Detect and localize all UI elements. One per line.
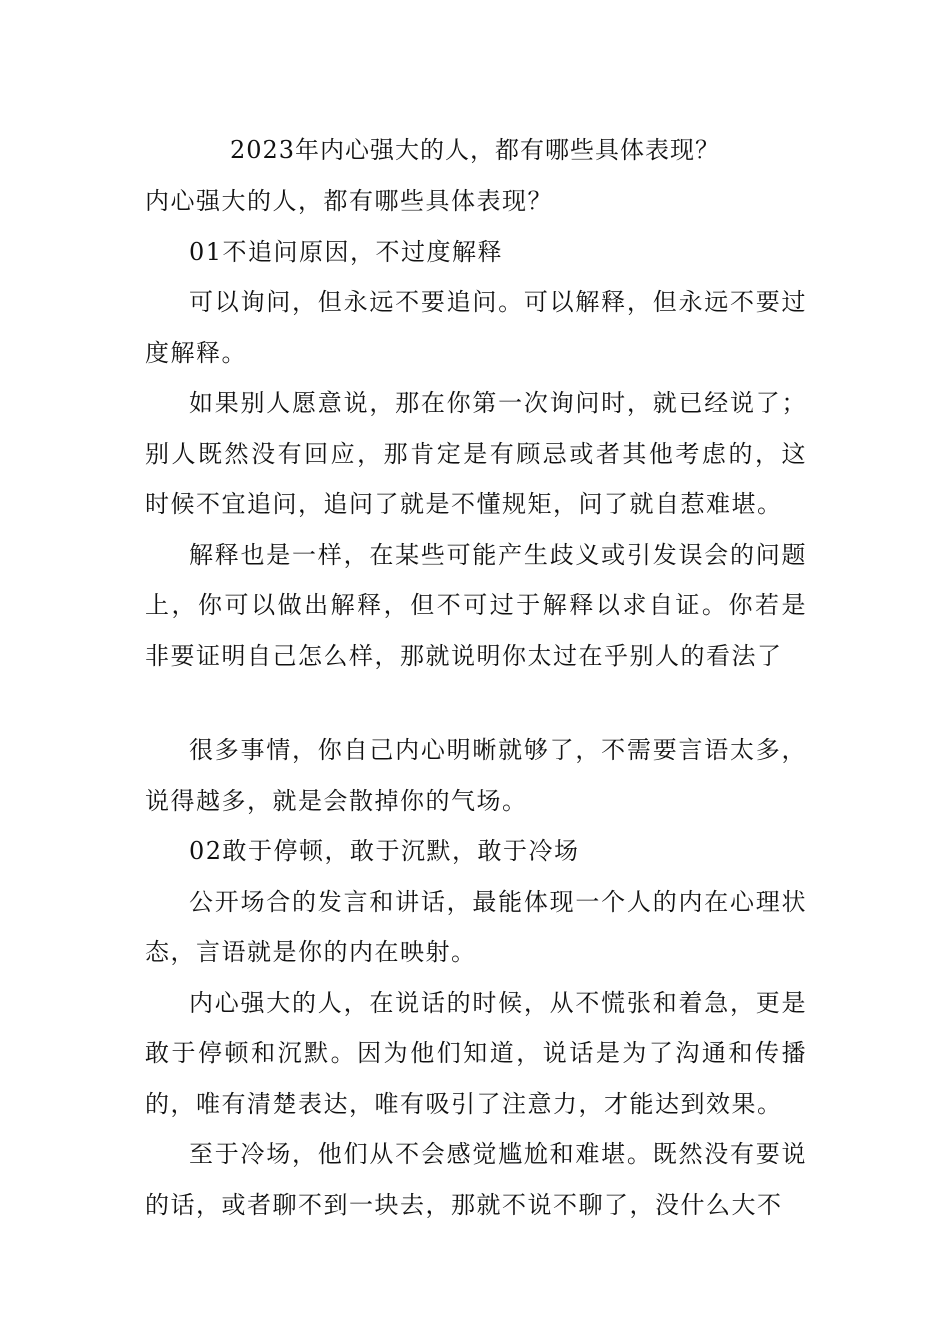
subtitle-paragraph: 内心强大的人，都有哪些具体表现？ [145,187,553,215]
section-heading-02: 02敢于停顿，敢于沉默，敢于冷场 [189,837,580,865]
body-paragraph: 至于冷场，他们从不会感觉尴尬和难堪。既然没有要说的话，或者聊不到一块去，那就不说不聊了，没什么大不 [145,1140,807,1219]
document-title: 2023年内心强大的人，都有哪些具体表现？ [229,136,721,164]
body-paragraph: 内心强大的人，在说话的时候，从不慌张和着急，更是敢于停顿和沉默。因为他们知道，说话是为了沟通和传播的，唯有清楚表达，唯有吸引了注意力，才能达到效果。 [145,988,807,1118]
body-paragraph: 公开场合的发言和讲话，最能体现一个人的内在心理状态，言语就是你的内在映射。 [145,887,807,966]
document-body [145,176,807,1230]
body-paragraph: 解释也是一样，在某些可能产生歧义或引发误会的问题上，你可以做出解释，但不可过于解释以求自证。你若是非要证明自己怎么样，那就说明你太过在乎别人的看法了 [145,540,807,670]
body-paragraph: 如果别人愿意说，那在你第一次询问时，就已经说了；别人既然没有回应，那肯定是有顾忌或者其他考虑的，这时候不宜追问，追问了就是不懂规矩，问了就自惹难堪。 [145,389,807,518]
body-paragraph: 很多事情，你自己内心明晰就够了，不需要言语太多，说得越多，就是会散掉你的气场。 [145,736,807,815]
body-paragraph: 可以询问，但永远不要追问。可以解释，但永远不要过度解释。 [145,288,807,367]
section-heading-01: 01不追问原因，不过度解释 [189,237,504,266]
paragraph-spacer [145,681,807,725]
